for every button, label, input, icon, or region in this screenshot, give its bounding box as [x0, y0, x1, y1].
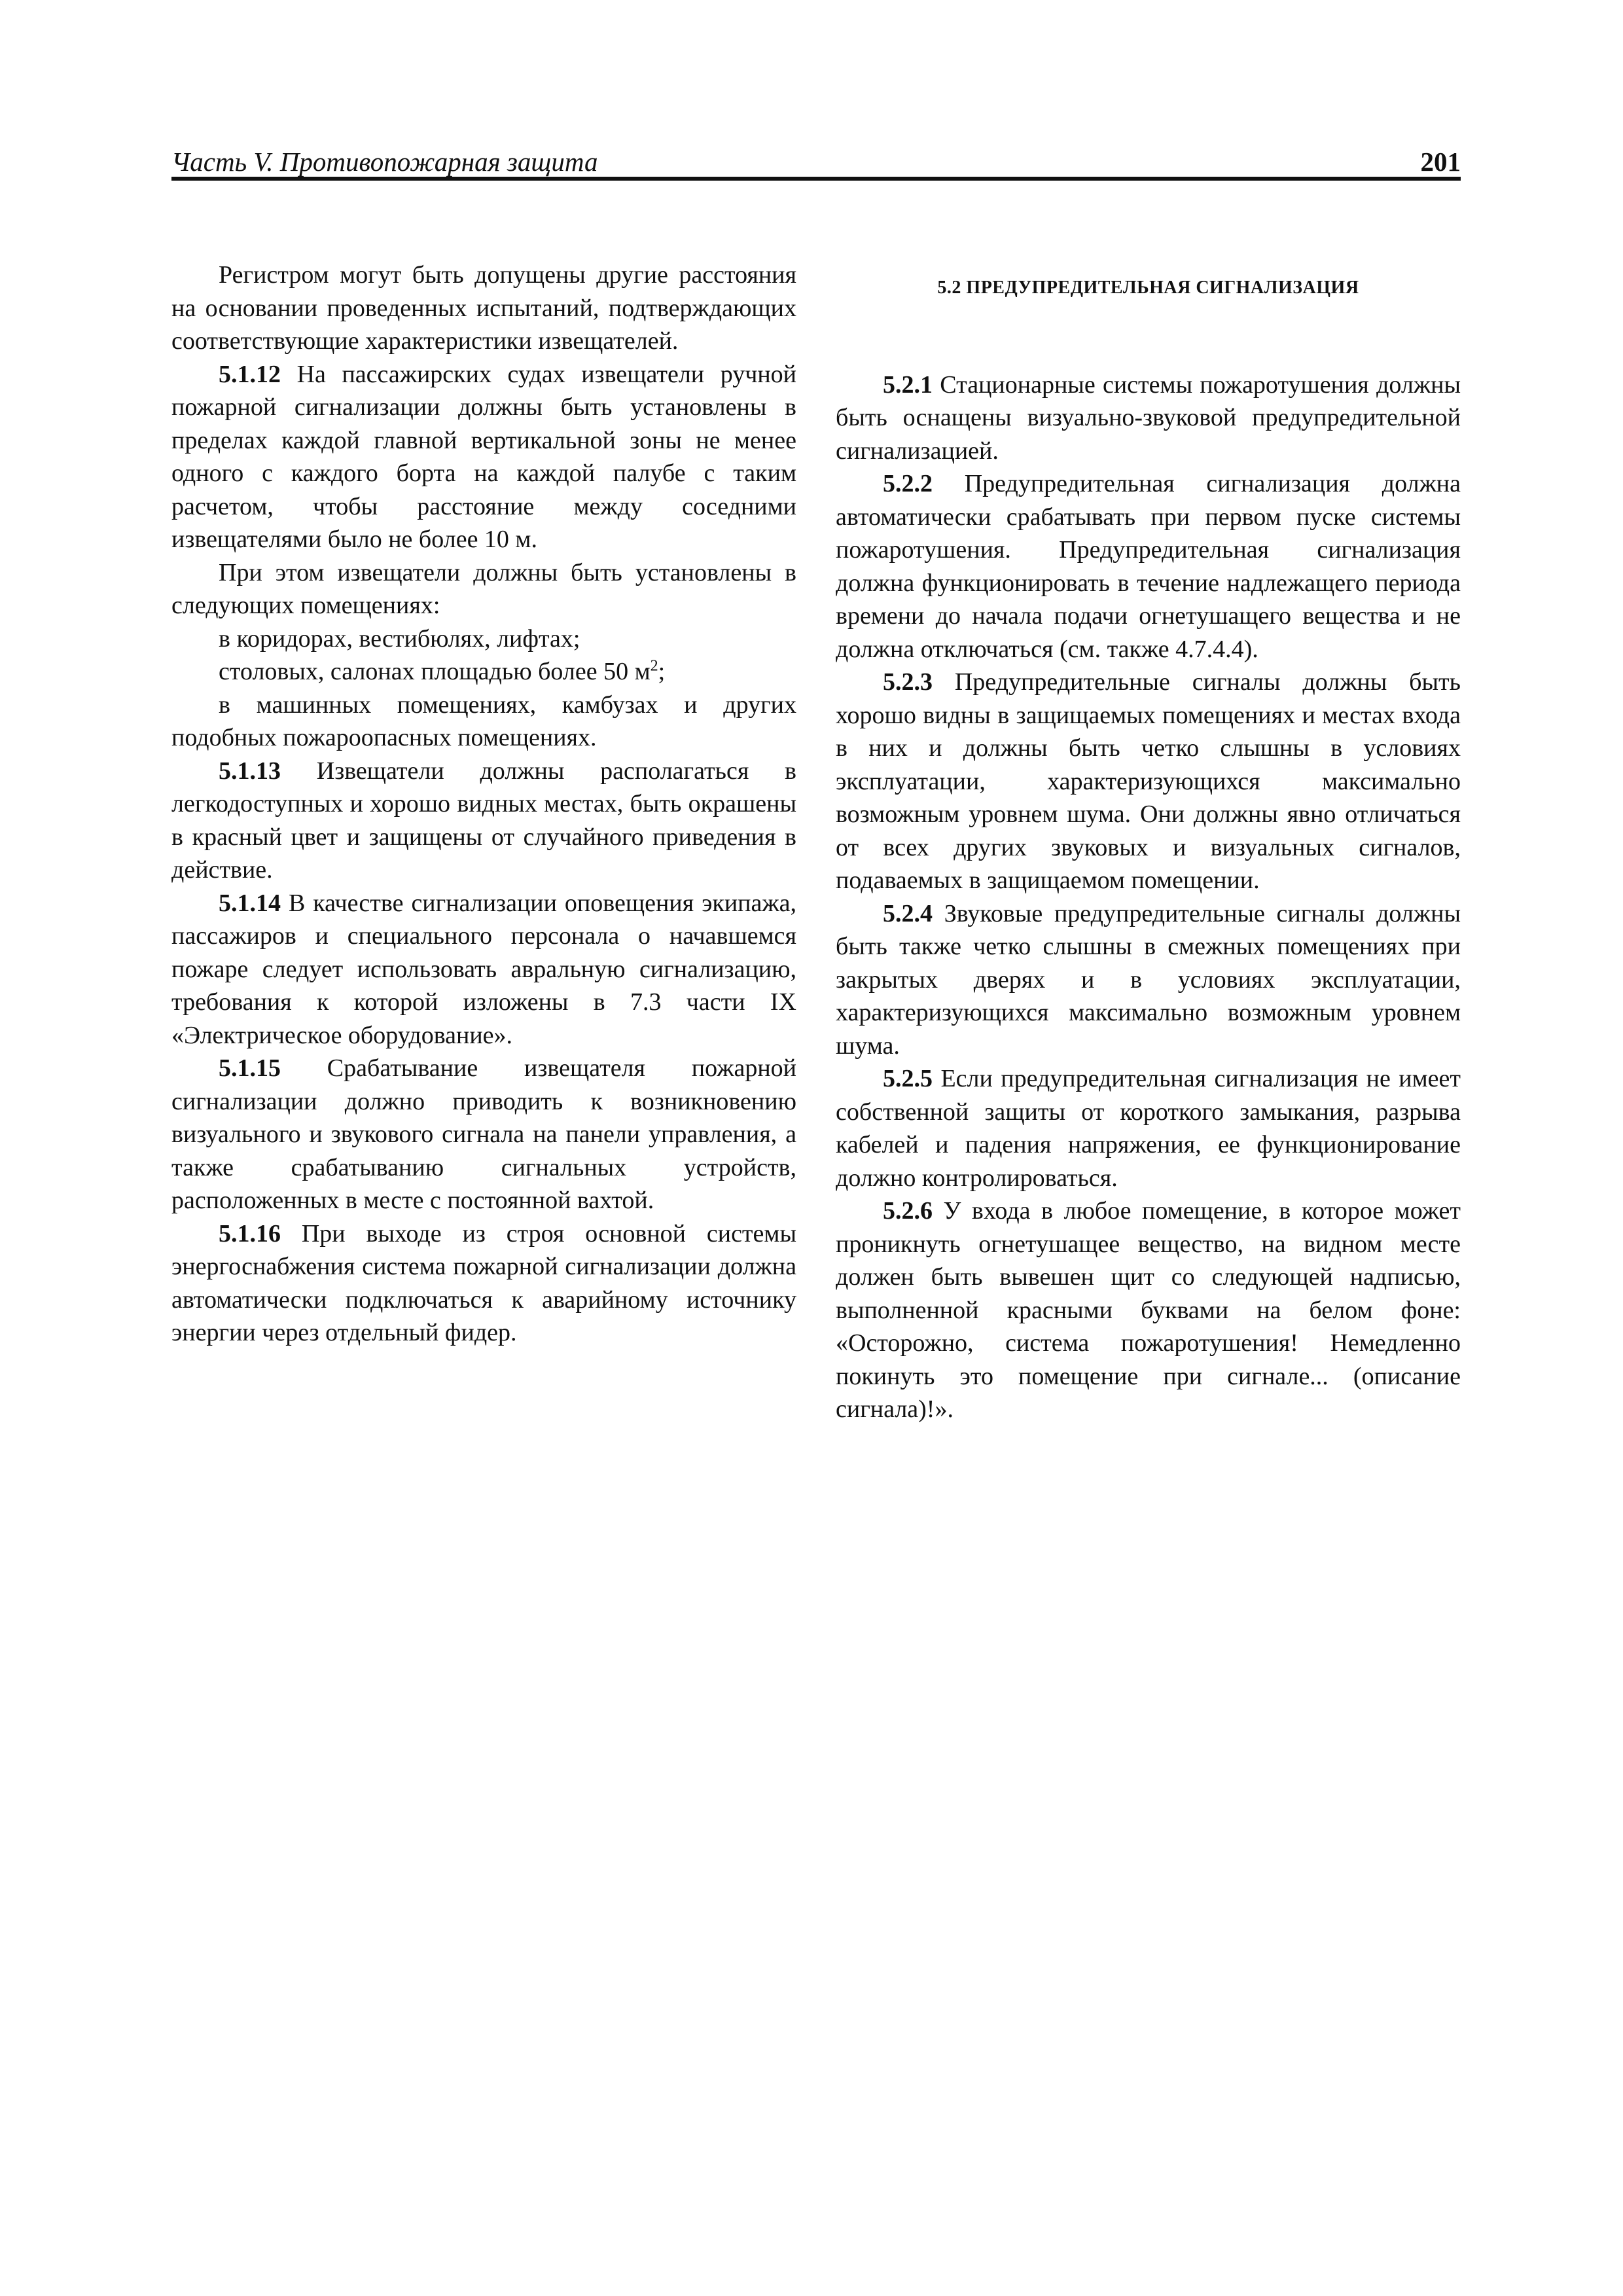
clause-number: 5.2.1 — [883, 370, 933, 399]
clause-number: 5.1.14 — [219, 889, 281, 917]
clause-number: 5.1.13 — [219, 757, 281, 785]
paragraph-5-1-14 — [171, 887, 796, 1052]
running-title: Часть V. Противопожарная защита — [171, 147, 598, 177]
paragraph-5-1-12 — [171, 358, 796, 556]
clause-number: 5.1.12 — [219, 360, 281, 388]
clause-text: Извещатели должны располагаться в легкодоступных и хорошо видных местах, быть окрашены в красный цвет и защищены от случайного приведения в действие. — [171, 757, 796, 884]
clause-number: 5.1.16 — [219, 1219, 281, 1247]
clause-text: Предупредительная сигнализация должна автоматически срабатывать при первом пуске системы пожаротушения. Предупредительная сигнализация должна функционировать в течение надлежащего периода времени до начала подачи огнетушащего вещества и не должна отключаться (см. также 4.7.4.4). — [836, 470, 1461, 663]
paragraph-5-2-6 — [836, 1194, 1461, 1426]
clause-number: 5.2.2 — [883, 470, 933, 497]
left-column — [171, 259, 796, 1350]
paragraph-5-2-2 — [836, 467, 1461, 666]
paragraph: Регистром могут быть допущены другие расстояния на основании проведенных испытаний, подтверждающих соответствующие характеристики извещателей. — [171, 261, 796, 355]
clause-number: 5.2.6 — [883, 1197, 933, 1225]
clause-text: В качестве сигнализации оповещения экипажа, пассажиров и специального персонала о начавшемся пожаре следует использовать авральную сигнализацию, требования к которой изложены в 7.3 части IX «Электрическое оборудование». — [171, 889, 796, 1049]
clause-number: 5.1.15 — [219, 1054, 281, 1082]
clause-text: Если предупредительная сигнализация не имеет собственной защиты от короткого замыкания, разрыва кабелей и падения напряжения, ее функционирование должно контролироваться. — [836, 1065, 1461, 1192]
paragraph-5-1-15 — [171, 1052, 796, 1217]
paragraph: При этом извещатели должны быть установлены в следующих помещениях: — [171, 558, 796, 619]
paragraph-5-2-3 — [836, 666, 1461, 897]
clause-number: 5.2.5 — [883, 1065, 933, 1092]
clause-text: При выходе из строя основной системы энергоснабжения система пожарной сигнализации должна автоматически подключаться к аварийному источнику энергии через отдельный фидер. — [171, 1219, 796, 1346]
clause-text: У входа в любое помещение, в которое может проникнуть огнетушащее вещество, на видном месте должен быть вывешен щит со следующей надписью, выполненной красными буквами на белом фоне: «Осторожно, система пожаротушения! Немедленно покинуть это помещение при сигнале... (описание сигнала)!». — [836, 1197, 1461, 1423]
clause-number: 5.2.3 — [883, 668, 933, 696]
superscript: 2 — [650, 657, 658, 675]
list-item-end: ; — [658, 658, 666, 685]
clause-text: Срабатывание извещателя пожарной сигнализации должно приводить к возникновению визуального и звукового сигнала на панели управления, а также срабатыванию сигнальных устройств, расположенных в месте с постоянной вахтой. — [171, 1054, 796, 1214]
paragraph-5-1-16 — [171, 1217, 796, 1350]
list-item: в коридорах, вестибюлях, лифтах; — [219, 624, 580, 653]
clause-text: Предупредительные сигналы должны быть хорошо видны в защищаемых помещениях и местах входа в них и должны быть четко слышны в условиях эксплуатации, характеризующихся максимально возможным уровнем шума. Они должны явно отличаться от всех других звуковых и визуальных сигналов, подаваемых в защищаемом помещении. — [836, 668, 1461, 894]
paragraph-5-2-1 — [836, 368, 1461, 468]
header-rule — [171, 177, 1461, 181]
clause-text: На пассажирских судах извещатели ручной пожарной сигнализации должны быть установлены в пределах каждой главной вертикальной зоны не менее одного с каждого борта на каждой палубе с таким расчетом, чтобы расстояние между соседними извещателями было не более 10 м. — [171, 360, 796, 553]
page-number: 201 — [1420, 147, 1461, 177]
section-title: 5.2 ПРЕДУПРЕДИТЕЛЬНАЯ СИГНАЛИЗАЦИЯ — [937, 278, 1359, 298]
paragraph-5-2-5 — [836, 1062, 1461, 1194]
clause-number: 5.2.4 — [883, 899, 933, 927]
right-column — [836, 259, 1461, 1426]
page-header — [171, 141, 1461, 180]
clause-text: Стационарные системы пожаротушения должны быть оснащены визуально-звуковой предупредительной сигнализацией. — [836, 370, 1461, 465]
list-item — [171, 655, 796, 689]
paragraph-5-1-13 — [171, 755, 796, 887]
list-item-text: столовых, салонах площадью более 50 м — [219, 658, 651, 685]
clause-text: Звуковые предупредительные сигналы должны быть также четко слышны в смежных помещениях при закрытых дверях и в условиях эксплуатации, характеризующихся максимально возможным уровнем шума. — [836, 899, 1461, 1060]
list-item: в машинных помещениях, камбузах и других подобных пожароопасных помещениях. — [171, 691, 796, 751]
paragraph-5-2-4 — [836, 897, 1461, 1063]
